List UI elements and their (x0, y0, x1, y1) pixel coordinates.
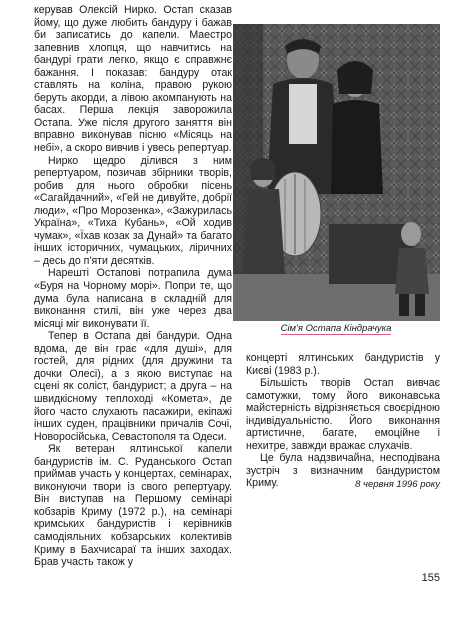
article-date: 8 червня 1996 року (355, 479, 440, 490)
paragraph: Як ветеран ялтинської капели бандуристів ім. С. Руданського Остап приймав участь у концертах, семінарах, виконуючи твори із свого репертуару. Він виступав на Першому семінарі кобзарів Криму (1972 р.), на семінарі кримських бандуристів і керівників самодіяльних кобзарських колективів Криму в Бахчисараї та інших заходах. Брав участь також у (34, 443, 232, 569)
paragraph: керував Олексій Нирко. Остап сказав йому, що дуже любить бандуру і бажав би записатись до капели. Маестро запевнив хлопця, що навчитись на бандурі грати легко, якщо є справжнє бажання. І показав: бандуру отак ставлять на коліна, правою рукою беруть акорди, а лівою акомпанують на басах. Перша лекція заворожила Остапа. Уже після другого заняття він вправно виконував пісню «Місяць на небі», а скоро вивчив і увесь репертуар. (34, 4, 232, 155)
paragraph: Нирко щедро ділився з ним репертуаром, позичав збірники творів, робив для нього обробки пісень «Сагайдачний», «Гей не дивуйте, добрії люди», «Про Морозенка», «Зажурилась Україна», «Тиха Кубань», «Ой ходив чумак», «Їхав козак за Дунай» та багато інших історичних, чумацьких, ліричних – десь до п'яти десятків. (34, 154, 232, 267)
right-text-column (246, 352, 440, 490)
paragraph: Це була надзвичайна, несподівана зустріч з визначним бандуристом Криму. (246, 452, 440, 490)
paragraph: Тепер в Остапа дві бандури. Одна вдома, де він грає «для душі», для гостей, для рідних (для дружини та дочки Олесі), а з якою виступає на сцені як соліст, бандурист; а друга – на швидкісному теплоході «Комета», де його часто слухають пасажири, екіпажі інших суден, працівники причалів Сочі, Новоросійська, Севастополя та Одеси. (34, 330, 232, 443)
paragraph: концерті ялтинських бандуристів у Києві (1983 р.). (246, 352, 440, 377)
family-photo-image (233, 24, 440, 321)
paragraph: Більшість творів Остап вивчає самотужки, тому його виконавська майстерність відрізняється своєрідною індивідуальністю. Його виконання артистичне, багате, емоційне і нехитре, завжди вражає слухачів. (246, 377, 440, 452)
photo-caption-text: Сім'я Остапа Кіндрачука (280, 323, 392, 334)
page-number: 155 (421, 572, 440, 584)
paragraph: Нарешті Остапові потрапила дума «Буря на Чорному морі». Попри те, що дума була написана в складній для виконання стилі, він уже через два місяці міг виконувати її. (34, 267, 232, 330)
family-photo (233, 24, 440, 321)
photo-caption (244, 323, 428, 334)
left-text-column (34, 4, 232, 569)
